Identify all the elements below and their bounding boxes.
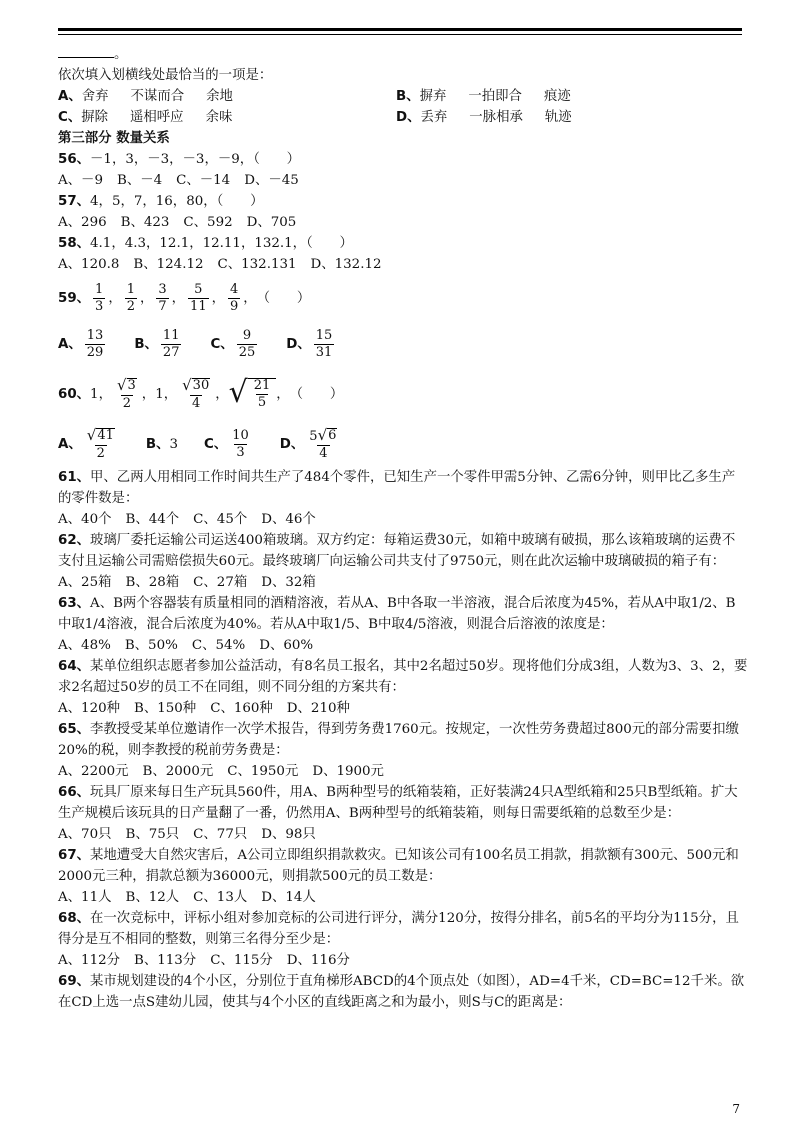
options-63: A、48% B、50% C、54% D、60%: [58, 638, 314, 653]
question-66: 66、玩具厂原来每日生产玩具560件，用A、B两种型号的纸箱装箱，正好装满24只A型纸箱和25只B型纸箱。扩大生产规模后该玩具的日产量翻了一番，仍然用A、B两种型号的纸箱装箱，则每日需要纸箱的总数至少是：: [58, 785, 738, 821]
question-69: 69、某市规划建设的4个小区，分别位于直角梯形ABCD的4个顶点处（如图），AD=4千米，CD=BC=12千米。欲在CD上选一点S建幼儿园，使其与4个小区的直线距离之和为最小，则S与C的距离是：: [58, 974, 745, 1010]
seq-fraction: √ 30 4: [182, 375, 210, 411]
seq-fraction: $\frac{3}{7}$: [158, 281, 167, 314]
seq-fraction: √ 3 2: [116, 375, 136, 411]
question-62: 62、玻璃厂委托运输公司运送400箱玻璃。双方约定：每箱运费30元，如箱中玻璃有破损，那么该箱玻璃的运费不支付且运输公司需赔偿损失60元。最终玻璃厂向运输公司共支付了9750元，则在此次运输中玻璃破损的箱子有：: [58, 533, 736, 569]
header-rule-thick: [58, 28, 742, 31]
options-68: A、112分 B、113分 C、115分 D、116分: [58, 953, 350, 968]
seq-fraction: $\frac{4}{9}$: [229, 281, 239, 314]
question-57: 57、4，5，7，16，80，（ ）: [58, 194, 264, 209]
question-59: 59、 $\frac{1}{3}$ ， $\frac{1}{2}$ ， $\frac{3}{7}$ ， $\frac{5}{11}$ ， $\frac{4}{9}$ ， （ ）: [58, 281, 311, 314]
question-65: 65、李教授受某单位邀请作一次学术报告，得到劳务费1760元。按规定，一次性劳务费超过800元的部分需要扣缴20%的税，则李教授的税前劳务费是：: [58, 722, 739, 758]
options-58: A、120.8 B、124.12 C、132.131 D、132.12: [58, 257, 382, 272]
seq-radical: √ $\frac{21}{5}$: [229, 378, 277, 409]
option-c: C、摒除 遥相呼应 余味: [58, 110, 233, 125]
option-a: A、舍弃 不谋而合 余地: [58, 89, 233, 104]
question-68: 68、在一次竞标中，评标小组对参加竞标的公司进行评分，满分120分，按得分排名，前5名的平均分为115分，且得分是互不相同的整数，则第三名得分至少是：: [58, 911, 739, 947]
question-61: 61、甲、乙两人用相同工作时间共生产了484个零件，已知生产一个零件甲需5分钟、乙需6分钟，则甲比乙多生产的零件数是：: [58, 470, 736, 506]
instruction: 依次填入划横线处最恰当的一项是：: [58, 68, 273, 83]
page-content: [58, 44, 748, 1013]
options-65: A、2200元 B、2000元 C、1950元 D、1900元: [58, 764, 384, 779]
option-d: D、丢弃 一脉相承 轨迹: [396, 110, 572, 125]
option-b: B、摒弃 一拍即合 痕迹: [396, 89, 571, 104]
options-60: A、 √ 41 2 B、 3 C、 $\frac{10}{3}$ D、 5 √ 6 4: [58, 425, 337, 461]
blank-line: 。: [58, 44, 748, 65]
question-67: 67、某地遭受大自然灾害后，A公司立即组织捐款救灾。已知该公司有100名员工捐款，捐款额有300元、500元和2000元三种，捐款总额为36000元，则捐款500元的员工数是：: [58, 848, 739, 884]
options-62: A、25箱 B、28箱 C、27箱 D、32箱: [58, 575, 316, 590]
answer-blank: [58, 45, 114, 58]
options-66: A、70只 B、75只 C、77只 D、98只: [58, 827, 316, 842]
header-rule-thin: [58, 34, 742, 35]
option-row-1: [58, 86, 748, 107]
options-57: A、296 B、423 C、592 D、705: [58, 215, 297, 230]
options-56: A、－9 B、－4 C、－14 D、－45: [58, 173, 299, 188]
options-67: A、11人 B、12人 C、13人 D、14人: [58, 890, 316, 905]
seq-fraction: $\frac{1}{2}$: [126, 281, 135, 314]
question-58: 58、4.1，4.3，12.1，12.11，132.1，（ ）: [58, 236, 353, 251]
question-64: 64、某单位组织志愿者参加公益活动，有8名员工报名，其中2名超过50岁。现将他们分成3组，人数为3、3、2，要求2名超过50岁的员工不在同组，则不同分组的方案共有：: [58, 659, 748, 695]
options-64: A、120种 B、150种 C、160种 D、210种: [58, 701, 350, 716]
question-63: 63、A、B两个容器装有质量相同的酒精溶液，若从A、B中各取一半溶液，混合后浓度为45%，若从A中取1/2、B中取1/4溶液，混合后浓度为40%。若从A中取1/5、B中取4/5溶液，则混合后溶液的浓度是：: [58, 596, 736, 632]
page-number: 7: [732, 1102, 740, 1116]
option-row-2: [58, 107, 748, 128]
options-61: A、40个 B、44个 C、45个 D、46个: [58, 512, 316, 527]
options-59: A、 $\frac{13}{29}$ B、 $\frac{11}{27}$ C、 $\frac{9}{25}$ D、 $\frac{15}{31}$: [58, 327, 333, 360]
question-60: 60、 1 ， √ 3 2 ， 1 ， √ 30 4 ， √ $\frac{21}{5}$ ， （ ）: [58, 375, 344, 411]
section-title: 第三部分 数量关系: [58, 131, 170, 146]
seq-fraction: $\frac{5}{11}$: [190, 281, 207, 314]
seq-fraction: $\frac{1}{3}$: [95, 281, 104, 314]
question-56: 56、－1，3，－3，－3，－9，（ ）: [58, 152, 301, 167]
